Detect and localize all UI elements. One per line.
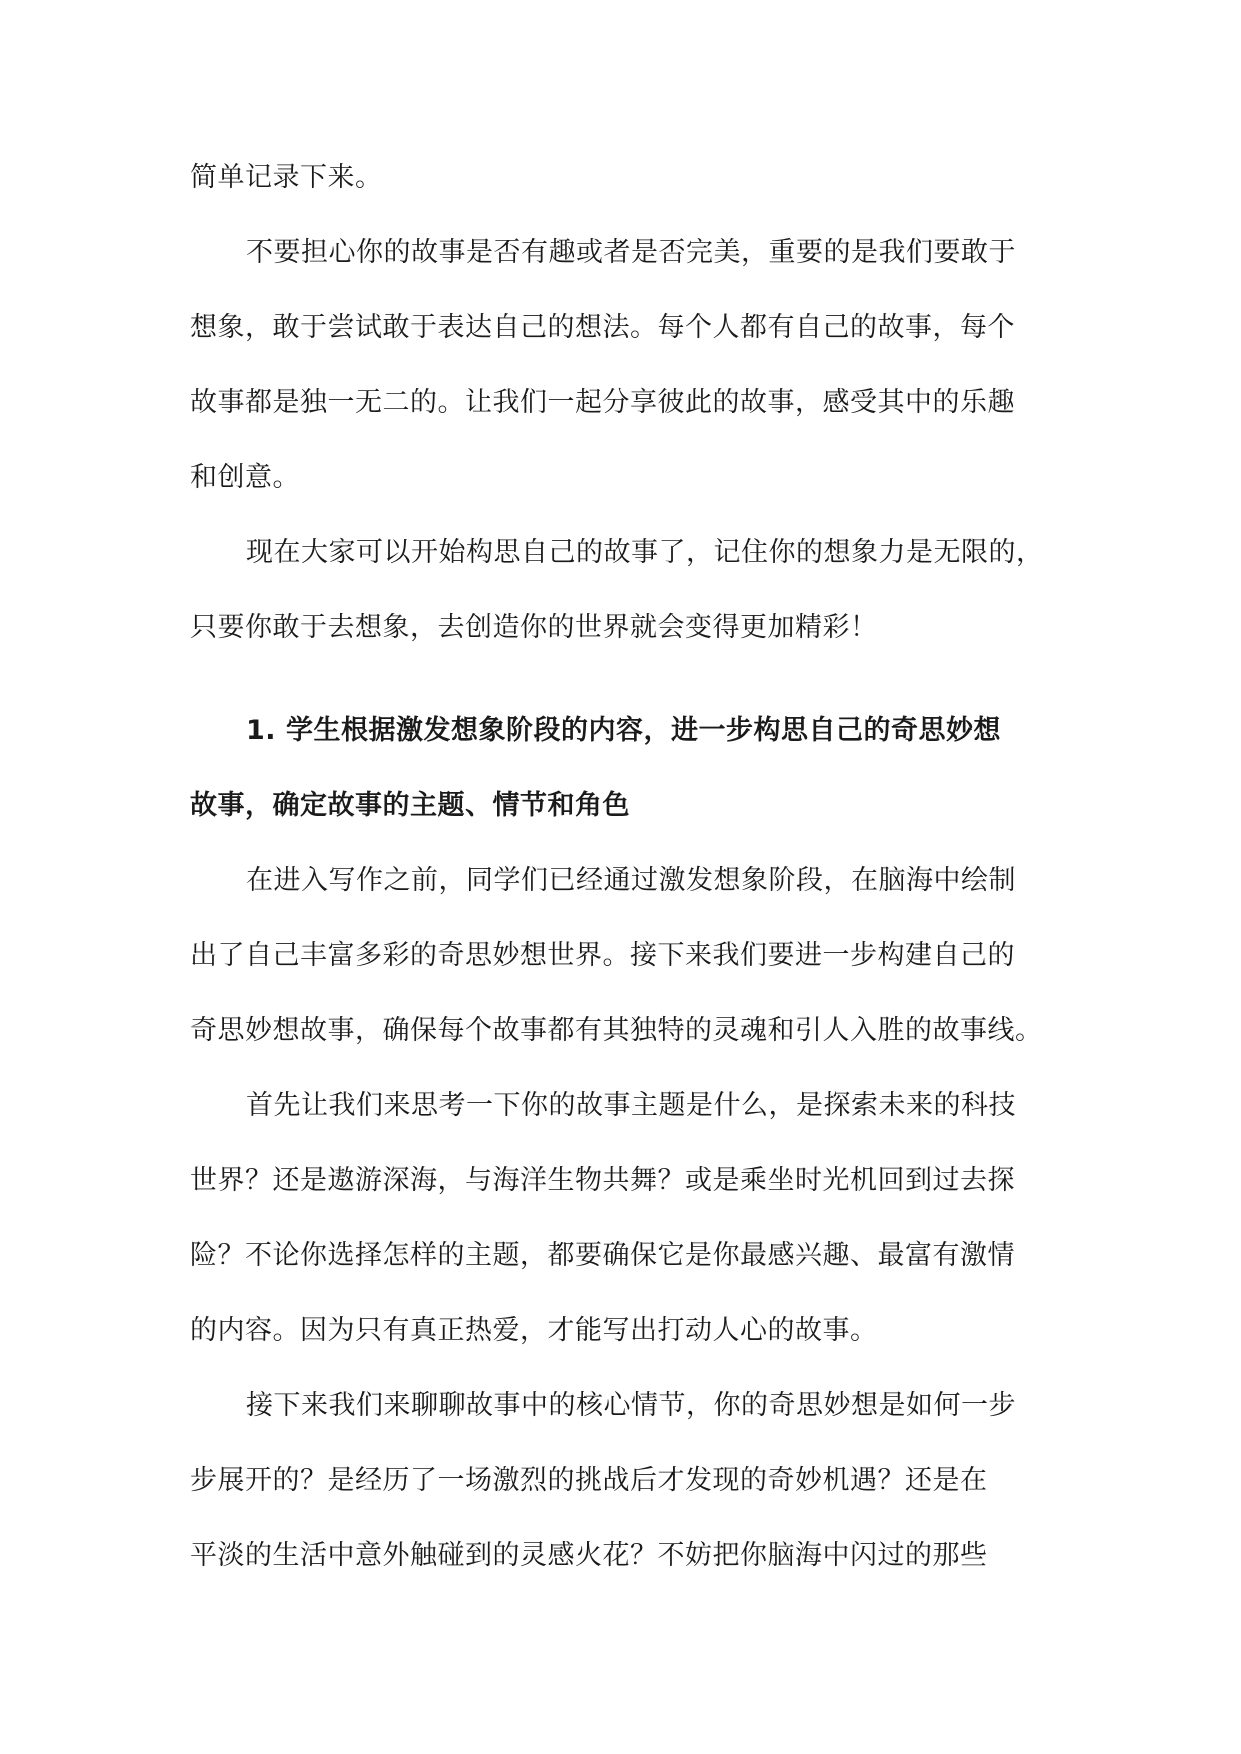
text-line: 出了自己丰富多彩的奇思妙想世界。接下来我们要进一步构建自己的 xyxy=(190,940,1015,971)
section-heading xyxy=(190,693,1052,843)
paragraph-intro-tail xyxy=(190,140,1052,215)
text-line: 和创意。 xyxy=(190,462,300,493)
text-line: 在进入写作之前，同学们已经通过激发想象阶段，在脑海中绘制 xyxy=(246,865,1016,896)
paragraph-dont-worry xyxy=(190,215,1052,515)
text-line: 故事都是独一无二的。让我们一起分享彼此的故事，感受其中的乐趣 xyxy=(190,387,1015,418)
text-line: 奇思妙想故事，确保每个故事都有其独特的灵魂和引人入胜的故事线。 xyxy=(190,1015,1043,1046)
text-line: 只要你敢于去想象，去创造你的世界就会变得更加精彩！ xyxy=(190,612,878,643)
text-line: 现在大家可以开始构思自己的故事了，记住你的想象力是无限的， xyxy=(246,537,1044,568)
text-line: 简单记录下来。 xyxy=(190,162,383,193)
text-line: 世界？还是遨游深海，与海洋生物共舞？或是乘坐时光机回到过去探 xyxy=(190,1165,1015,1196)
text-line: 平淡的生活中意外触碰到的灵感火花？不妨把你脑海中闪过的那些 xyxy=(190,1540,988,1571)
heading-line: 故事，确定故事的主题、情节和角色 xyxy=(190,790,630,821)
text-line: 步展开的？是经历了一场激烈的挑战后才发现的奇妙机遇？还是在 xyxy=(190,1465,988,1496)
heading-line: 1. 学生根据激发想象阶段的内容，进一步构思自己的奇思妙想 xyxy=(246,715,1001,746)
text-line: 接下来我们来聊聊故事中的核心情节，你的奇思妙想是如何一步 xyxy=(246,1390,1016,1421)
text-line: 的内容。因为只有真正热爱，才能写出打动人心的故事。 xyxy=(190,1315,878,1346)
paragraph-plot xyxy=(190,1368,1052,1593)
section-spacer xyxy=(190,665,1052,693)
text-line: 不要担心你的故事是否有趣或者是否完美，重要的是我们要敢于 xyxy=(246,237,1016,268)
text-line: 想象，敢于尝试敢于表达自己的想法。每个人都有自己的故事，每个 xyxy=(190,312,1015,343)
text-line: 险？不论你选择怎样的主题，都要确保它是你最感兴趣、最富有激情 xyxy=(190,1240,1015,1271)
text-line: 首先让我们来思考一下你的故事主题是什么，是探索未来的科技 xyxy=(246,1090,1016,1121)
document-body xyxy=(190,140,1052,1593)
paragraph-now xyxy=(190,515,1052,665)
paragraph-theme xyxy=(190,1068,1052,1368)
paragraph-before-writing xyxy=(190,843,1052,1068)
